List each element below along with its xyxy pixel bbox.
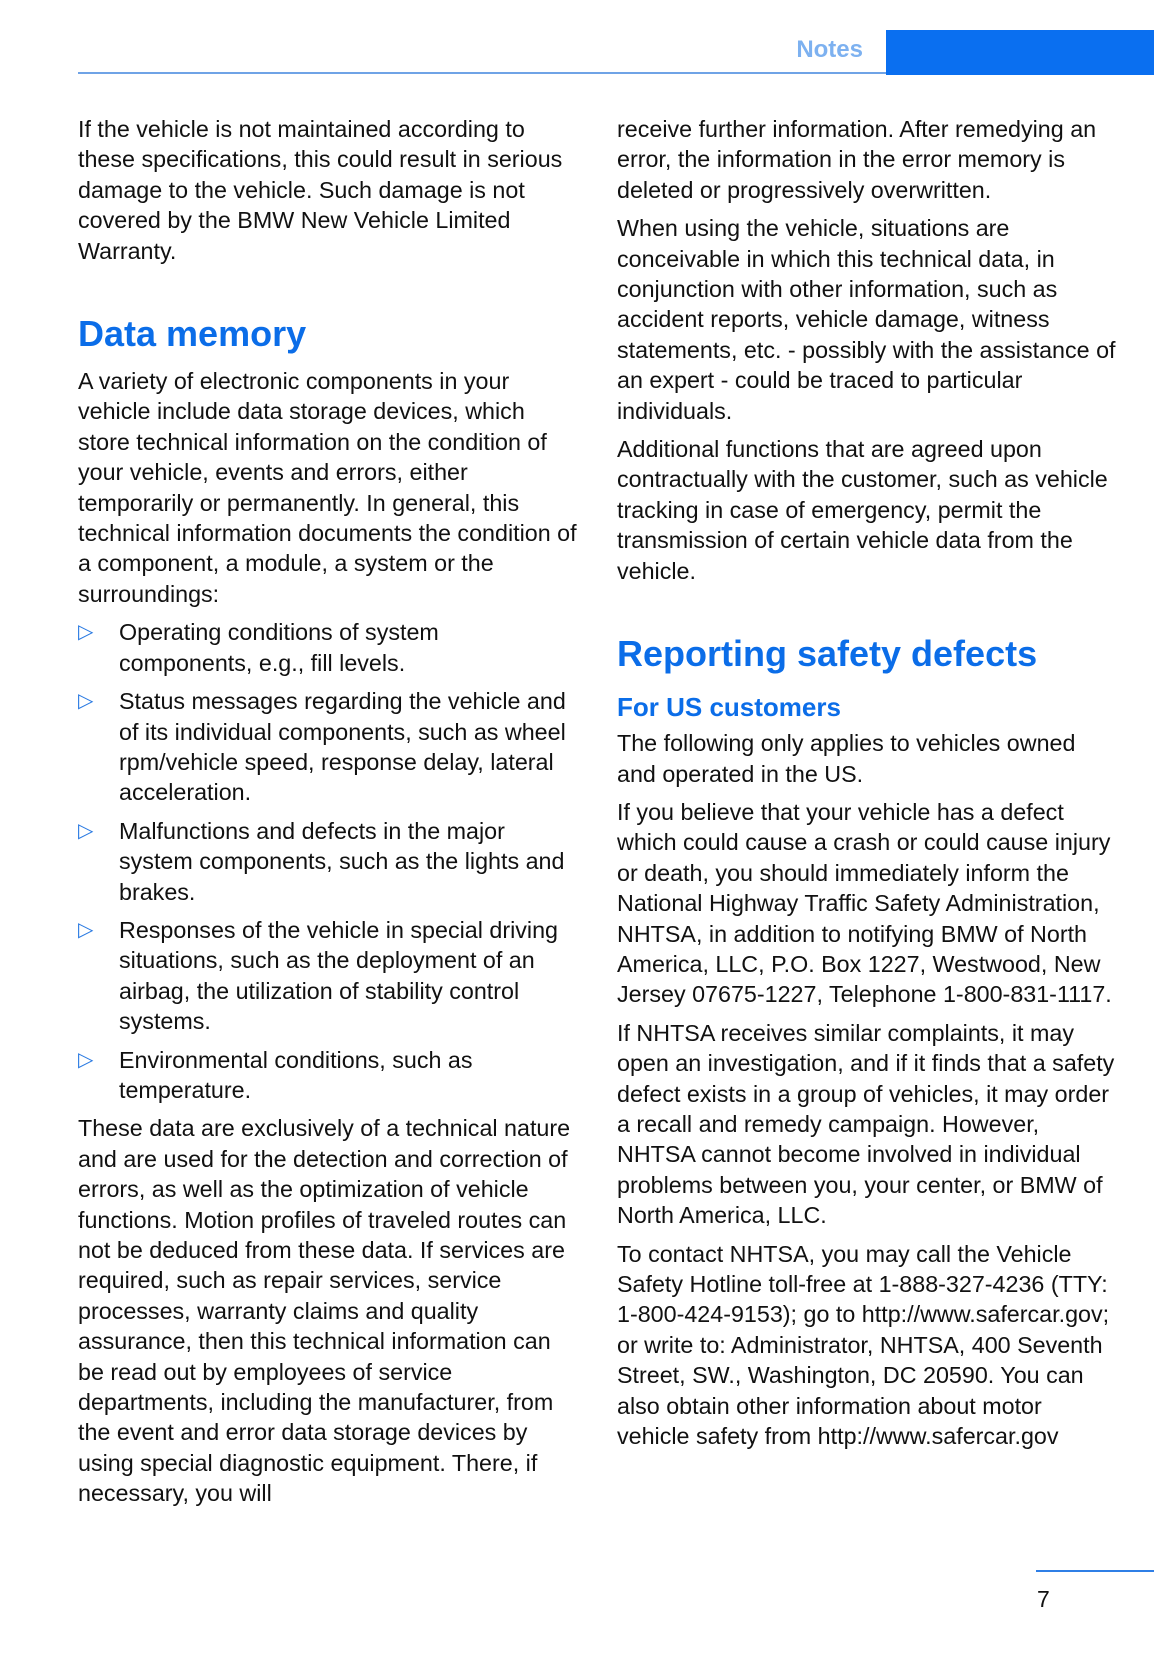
list-item-text: Environmental conditions, such as temperature. — [119, 1046, 473, 1103]
list-item — [78, 686, 578, 808]
list-item — [78, 915, 578, 1037]
triangle-bullet-icon: ▷ — [78, 621, 94, 644]
us-applies-paragraph: The following only applies to vehicles owned and operated in the US. — [617, 730, 1076, 787]
triangle-bullet-icon: ▷ — [78, 918, 94, 941]
footer-rule — [1036, 1570, 1154, 1572]
list-item-text: Malfunctions and defects in the major system components, such as the lights and brakes. — [119, 817, 565, 905]
page-number: 7 — [1037, 1586, 1050, 1612]
triangle-bullet-icon: ▷ — [78, 690, 94, 713]
data-memory-paragraph: A variety of electronic components in your vehicle include data storage devices, which store technical information on the condition of your vehicle, events and errors, either temporarily or permanently. In general, this technical information documents the condition of a component, a module, a system or the surroundings: — [78, 368, 577, 607]
section-title: Notes — [796, 36, 863, 63]
right-column — [617, 114, 1117, 1459]
list-item — [78, 617, 578, 678]
header-accent-block — [886, 30, 1154, 75]
us-customers-subheading: For US customers — [617, 692, 841, 723]
contact-nhtsa-paragraph: To contact NHTSA, you may call the Vehicle Safety Hotline toll-free at 1-888-327-4236 (TTY: 1-800-424-9153); go to http://www.safercar.gov; or write to: Administrator, NHTSA, 400 Seventh Street, SW., Washington, DC 20590. You can also obtain other information about motor vehicle safety from http://www.safercar.gov — [617, 1240, 1110, 1450]
inform-nhtsa-paragraph: If you believe that your vehicle has a defect which could cause a crash or could cause injury or death, you should immediately inform the National Highway Traffic Safety Administration, NHTSA, in addition to notifying BMW of North America, LLC, P.O. Box 1227, Westwood, New Jersey 07675-1227, Telephone 1-800-831-1117. — [617, 798, 1112, 1008]
data-memory-heading: Data memory — [78, 313, 307, 355]
triangle-bullet-icon: ▷ — [78, 1048, 94, 1071]
list-item-text: Status messages regarding the vehicle and of its individual components, such as wheel rpm/vehicle speed, response delay, lateral acceleration. — [119, 688, 566, 806]
data-memory-closing-paragraph: These data are exclusively of a technical nature and are used for the detection and correction of errors, as well as the optimization of vehicle functions. Motion profiles of traveled routes can not be deduced from these data. If services are required, such as repair services, service processes, warranty claims and quality assurance, then this technical information can be read out by employees of service departments, including the manufacturer, from the event and error data storage devices by using special diagnostic equipment. There, if necessary, you will — [78, 1115, 571, 1507]
data-memory-bullet-list — [78, 617, 578, 1105]
list-item — [78, 816, 578, 907]
continued-paragraph: receive further information. After remedying an error, the information in the error memory is deleted or progressively overwritten. — [617, 116, 1097, 203]
nhtsa-investigation-paragraph: If NHTSA receives similar complaints, it may open an investigation, and if it finds that a safety defect exists in a group of vehicles, it may order a recall and remedy campaign. However, NHTSA cannot become involved in individual problems between you, your center, or BMW of North America, LLC. — [617, 1019, 1115, 1229]
triangle-bullet-icon: ▷ — [78, 819, 94, 842]
intro-paragraph: If the vehicle is not maintained according to these specifications, this could result in serious damage to the vehicle. Such damage is not covered by the BMW New Vehicle Limited Warranty. — [78, 116, 563, 264]
traceability-paragraph: When using the vehicle, situations are conceivable in which this technical data, in conjunction with other information, such as accident reports, vehicle damage, witness statements, etc. - possibly with the assistance of an expert - could be traced to particular individuals. — [617, 215, 1116, 424]
list-item-text: Responses of the vehicle in special driving situations, such as the deployment of an airbag, the utilization of stability control systems. — [119, 916, 559, 1035]
additional-functions-paragraph: Additional functions that are agreed upon contractually with the customer, such as vehicle tracking in case of emergency, permit the transmission of certain vehicle data from the vehicle. — [617, 436, 1108, 584]
reporting-safety-defects-heading: Reporting safety defects — [617, 633, 1038, 675]
list-item — [78, 1045, 578, 1106]
list-item-text: Operating conditions of system components, e.g., fill levels. — [119, 619, 439, 676]
header-rule — [78, 72, 886, 74]
left-column — [78, 114, 578, 1517]
